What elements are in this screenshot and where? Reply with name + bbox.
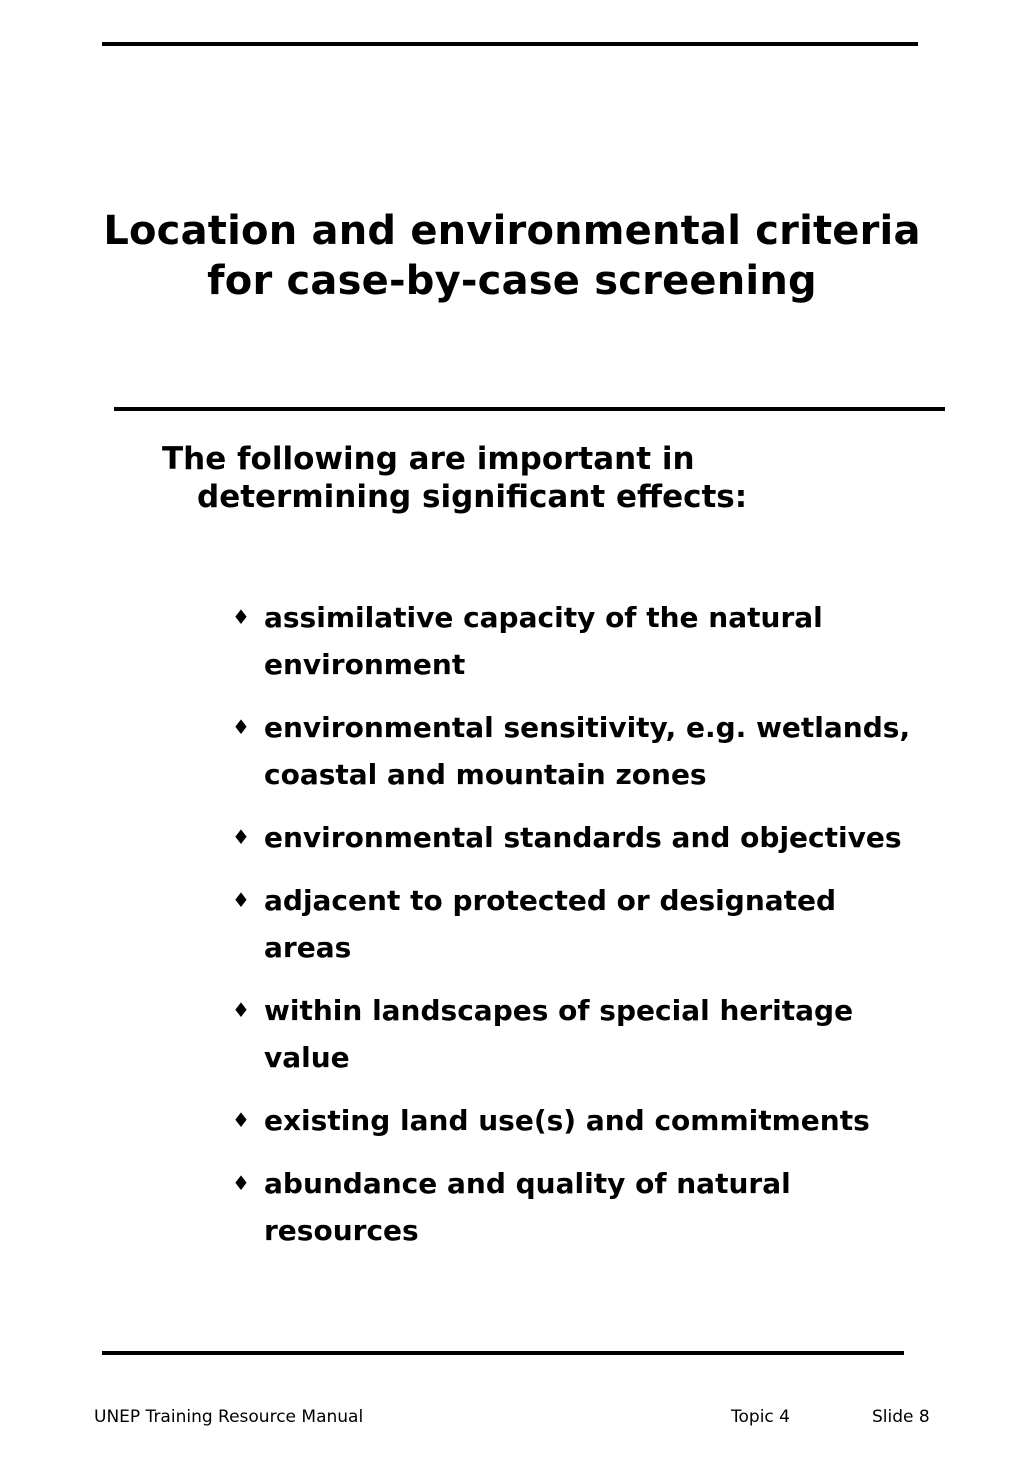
slide-title-line-2: for case-by-case screening [207,258,817,304]
middle-divider [114,407,945,411]
list-item-line-1: within landscapes of special heritage [264,994,854,1027]
diamond-bullet-icon: ♦ [232,825,250,849]
list-item-line-2: value [264,1041,350,1074]
list-item-text [264,987,853,1081]
top-divider [102,42,918,46]
list-item-line-1: environmental standards and objectives [264,821,902,854]
list-item-line-1: adjacent to protected or designated [264,884,837,917]
list-item-line-1: existing land use(s) and commitments [264,1104,870,1137]
diamond-bullet-icon: ♦ [232,998,250,1022]
list-item [232,877,972,971]
list-item [232,987,972,1081]
diamond-bullet-icon: ♦ [232,888,250,912]
footer-topic: Topic 4 [731,1407,790,1427]
diamond-bullet-icon: ♦ [232,1171,250,1195]
list-item-text [264,594,823,688]
list-item-line-2: resources [264,1214,419,1247]
diamond-bullet-icon: ♦ [232,605,250,629]
list-item-line-1: abundance and quality of natural [264,1167,791,1200]
list-item-line-2: coastal and mountain zones [264,758,707,791]
slide-title-line-1: Location and environmental criteria [103,208,921,254]
footer-slide-number: Slide 8 [872,1407,930,1427]
list-item-text [264,1097,870,1144]
list-item [232,814,972,861]
list-item [232,1160,972,1254]
footer-manual-title: UNEP Training Resource Manual [94,1407,364,1427]
slide-title [100,206,924,306]
diamond-bullet-icon: ♦ [232,715,250,739]
list-item-text [264,877,836,971]
intro-text [162,440,747,516]
bottom-divider [102,1351,904,1355]
list-item [232,594,972,688]
intro-line-1: The following are important in [162,441,695,477]
list-item-line-1: assimilative capacity of the natural [264,601,823,634]
list-item-line-2: environment [264,648,466,681]
list-item [232,1097,972,1144]
list-item-line-2: areas [264,931,352,964]
list-item-text [264,814,902,861]
list-item-text [264,704,910,798]
list-item [232,704,972,798]
intro-line-2: determining significant effects: [197,479,748,515]
list-item-line-1: environmental sensitivity, e.g. wetlands, [264,711,911,744]
list-item-text [264,1160,791,1254]
criteria-list [232,594,972,1270]
diamond-bullet-icon: ♦ [232,1108,250,1132]
